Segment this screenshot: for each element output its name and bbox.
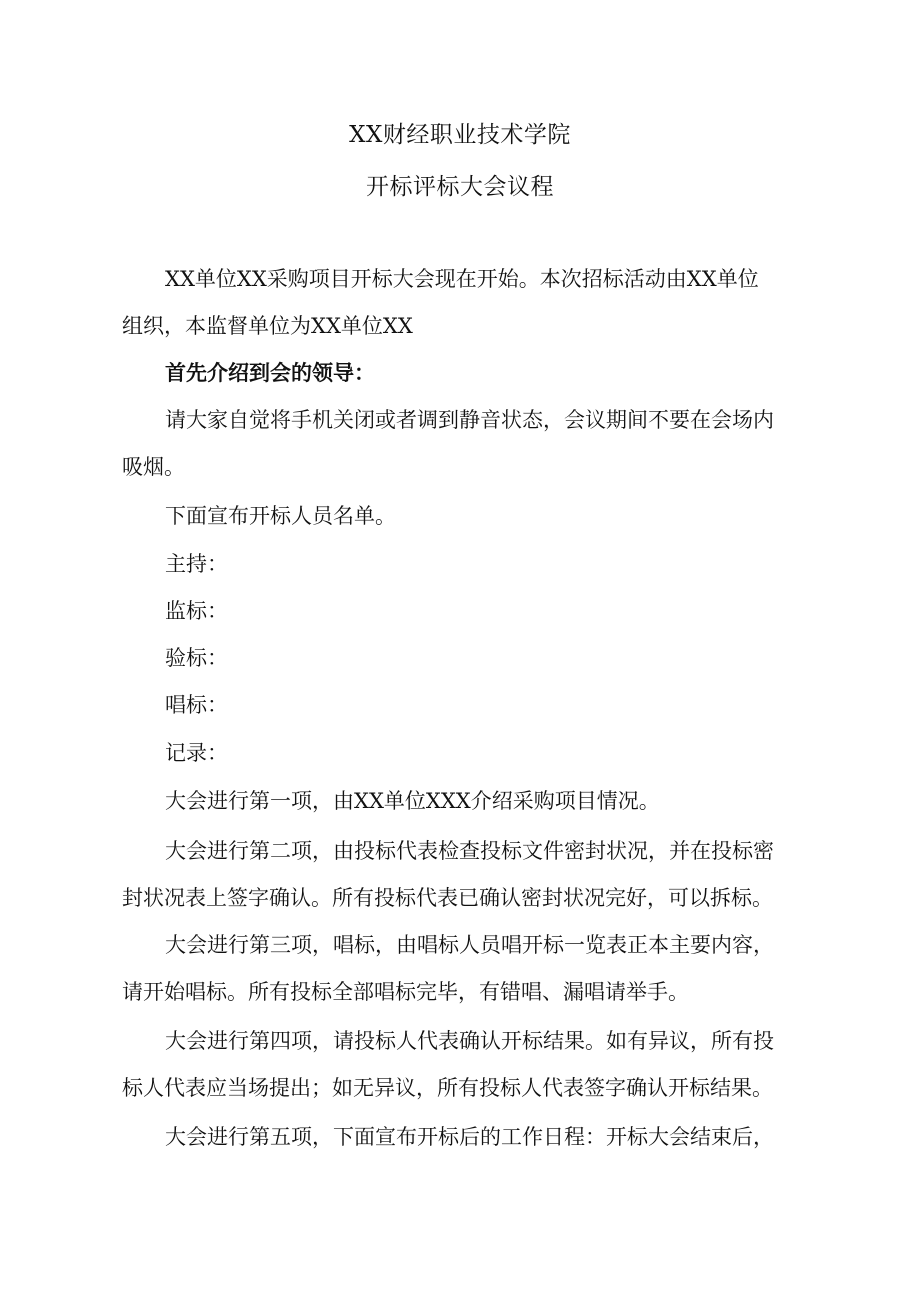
role-label: 记录： xyxy=(165,741,228,765)
paragraph-line: 请开始唱标。所有投标全部唱标完毕，有错唱、漏唱请举手。 xyxy=(122,980,689,1004)
role-label: 唱标： xyxy=(165,693,228,717)
role-label: 验标： xyxy=(165,646,228,670)
role-label: 主持： xyxy=(165,552,228,576)
paragraph-line: 大会进行第四项，请投标人代表确认开标结果。如有异议，所有投 xyxy=(165,1029,774,1053)
paragraph-line: 吸烟。 xyxy=(122,455,185,479)
paragraph-line: 大会进行第一项，由XX单位XXX介绍采购项目情况。 xyxy=(165,789,660,813)
paragraph-line: 封状况表上签字确认。所有投标代表已确认密封状况完好，可以拆标。 xyxy=(122,886,773,910)
role-label: 监标： xyxy=(165,599,228,623)
section-heading: 首先介绍到会的领导： xyxy=(165,360,375,385)
paragraph-line: 大会进行第三项，唱标，由唱标人员唱开标一览表正本主要内容， xyxy=(165,933,774,957)
paragraph-line: 组织，本监督单位为XX单位XX xyxy=(122,314,413,338)
document-subtitle: 开标评标大会议程 xyxy=(366,174,554,200)
paragraph-line: XX单位XX采购项目开标大会现在开始。本次招标活动由XX单位 xyxy=(165,267,759,291)
paragraph-line: 大会进行第二项，由投标代表检查投标文件密封状况，并在投标密 xyxy=(165,839,774,863)
paragraph-line: 下面宣布开标人员名单。 xyxy=(165,504,396,528)
paragraph-line: 请大家自觉将手机关闭或者调到静音状态，会议期间不要在会场内 xyxy=(165,408,774,432)
paragraph-line: 大会进行第五项，下面宣布开标后的工作日程：开标大会结束后， xyxy=(165,1125,774,1149)
document-title: XX财经职业技术学院 xyxy=(349,122,571,148)
paragraph-line: 标人代表应当场提出；如无异议，所有投标人代表签字确认开标结果。 xyxy=(122,1076,773,1100)
